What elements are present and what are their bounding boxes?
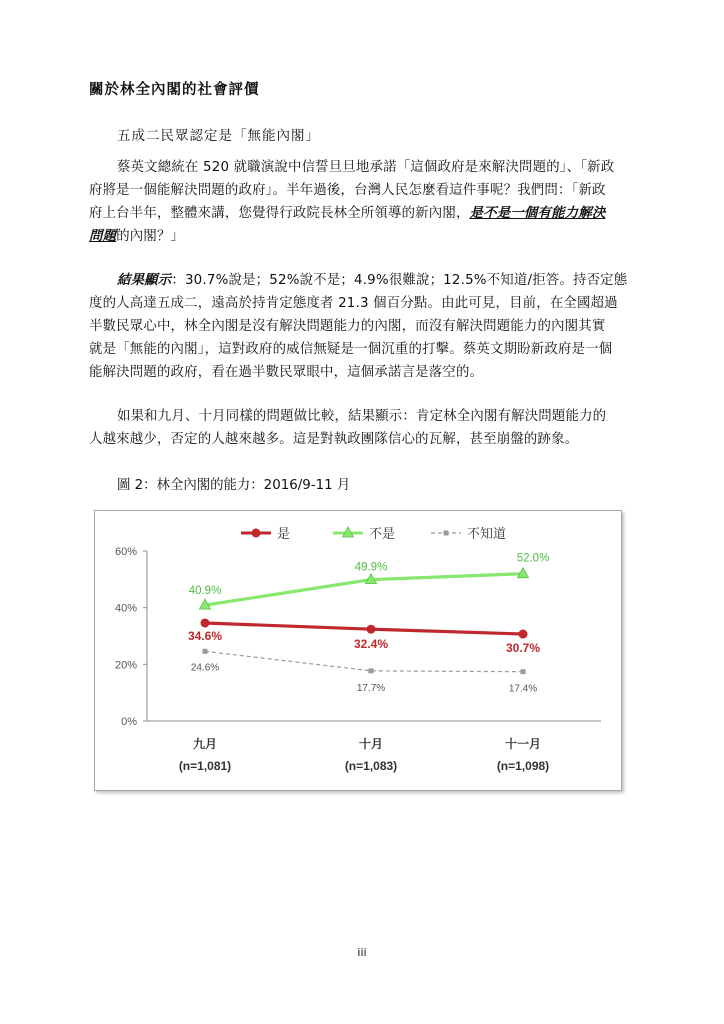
y-tick-label: 20% bbox=[114, 659, 137, 672]
legend-label: 是 bbox=[277, 526, 291, 541]
x-tick-sublabel: (n=1,081) bbox=[178, 759, 232, 773]
series-line-2 bbox=[205, 574, 523, 605]
y-tick-label: 40% bbox=[114, 602, 137, 615]
data-label: 30.7% bbox=[505, 641, 541, 656]
line-chart bbox=[95, 511, 621, 790]
x-tick-label: 十一月 bbox=[504, 737, 542, 751]
legend-marker bbox=[444, 531, 449, 536]
data-point-marker bbox=[367, 625, 376, 634]
legend-marker bbox=[252, 529, 261, 538]
paragraph-comparison bbox=[89, 405, 641, 451]
emphasis-text: 是不是一個有能力解決 bbox=[469, 206, 606, 221]
legend-label: 不知道 bbox=[467, 526, 507, 541]
data-point-marker bbox=[203, 649, 208, 654]
text-line: 度的人高達五成二，遠高於持肯定態度者 21.3 個百分點。由此可見，目前，在全國超過 bbox=[89, 296, 618, 311]
section-subheading: 五成二民眾認定是「無能內閣」 bbox=[117, 128, 320, 144]
text-line bbox=[89, 225, 641, 248]
text-line: 如果和九月、十月同樣的問題做比較，結果顯示：肯定林全內閣有解決問題能力的 bbox=[117, 409, 607, 424]
x-tick-label: 十月 bbox=[358, 737, 384, 751]
data-label: 40.9% bbox=[188, 585, 222, 598]
text-line: 能解決問題的政府，看在過半數民眾眼中，這個承諾言是落空的。 bbox=[89, 365, 484, 380]
x-tick-sublabel: (n=1,098) bbox=[496, 759, 550, 773]
data-point-marker bbox=[521, 669, 526, 674]
text-line: 府將是一個能解決問題的政府」。半年過後，台灣人民怎麼看這件事呢？我們問：「新政 bbox=[89, 183, 606, 198]
text-line bbox=[89, 269, 641, 292]
text-line bbox=[89, 202, 641, 225]
y-tick-label: 60% bbox=[114, 546, 137, 558]
data-point-marker bbox=[369, 668, 374, 673]
data-label: 49.9% bbox=[354, 561, 388, 574]
emphasis-text: 問題 bbox=[89, 229, 117, 244]
figure-caption: 圖 2：林全內閣的能力：2016/9-11 月 bbox=[117, 478, 351, 493]
data-label: 34.6% bbox=[187, 628, 223, 643]
paragraph-question bbox=[89, 156, 641, 248]
series-line-1 bbox=[205, 623, 523, 634]
text-line: 蔡英文總統在 520 就職演說中信誓旦旦地承諾「這個政府是來解決問題的」、「新政 bbox=[117, 160, 615, 175]
x-tick-sublabel: (n=1,083) bbox=[344, 759, 398, 773]
y-tick-label: 0% bbox=[121, 716, 137, 728]
paragraph-results bbox=[89, 269, 641, 384]
chart-container bbox=[94, 510, 622, 791]
data-point-marker bbox=[519, 630, 528, 639]
results-label: 結果顯示 bbox=[117, 273, 172, 288]
section-heading: 關於林全內閣的社會評價 bbox=[89, 82, 260, 98]
text-line: 人越來越少，否定的人越來越多。這是對執政團隊信心的瓦解，甚至崩盤的跡象。 bbox=[89, 432, 579, 447]
data-point-marker bbox=[201, 618, 210, 627]
legend-label: 不是 bbox=[369, 526, 396, 541]
text-span: 府上台半年，整體來講，您覺得行政院長林全所領導的新內閣， bbox=[89, 206, 470, 221]
data-label: 52.0% bbox=[516, 552, 550, 565]
text-line: 就是「無能的內閣」，這對政府的威信無疑是一個沉重的打擊。蔡英文期盼新政府是一個 bbox=[89, 342, 613, 357]
data-label: 17.7% bbox=[356, 682, 386, 694]
data-label: 32.4% bbox=[353, 637, 389, 652]
data-label: 17.4% bbox=[508, 683, 538, 695]
page-number: iii bbox=[357, 946, 367, 959]
text-span: 的內閣？」 bbox=[116, 229, 185, 244]
text-line: 半數民眾心中，林全內閣是沒有解決問題能力的內閣，而沒有解決問題能力的內閣其實 bbox=[89, 319, 606, 334]
x-tick-label: 九月 bbox=[192, 737, 218, 751]
data-label: 24.6% bbox=[190, 662, 220, 674]
series-line-3 bbox=[205, 651, 523, 671]
text-span: ：30.7%說是；52%說不是；4.9%很難說；12.5%不知道/拒答。持否定態 bbox=[171, 273, 628, 288]
